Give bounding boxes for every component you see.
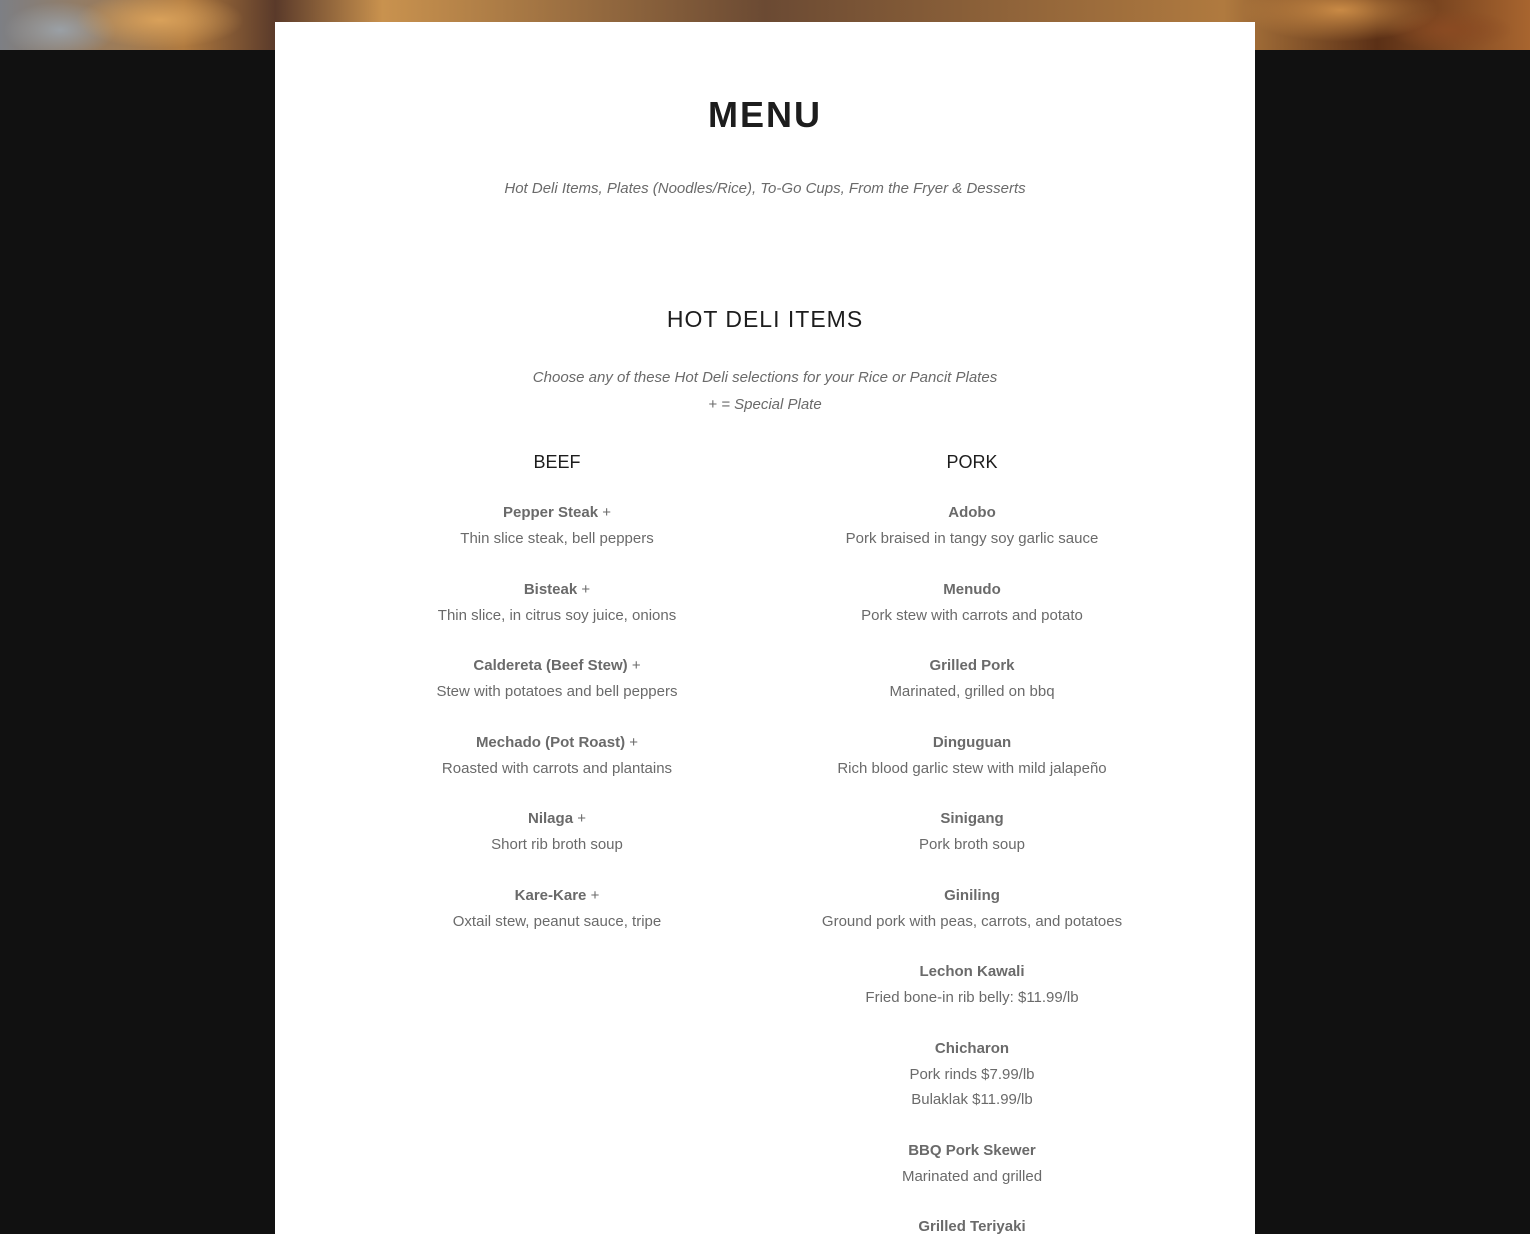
menu-item-description: Oxtail stew, peanut sauce, tripe — [452, 912, 662, 930]
menu-item — [772, 1214, 1172, 1234]
menu-item — [772, 883, 1172, 935]
menu-item-description: Fried bone-in rib belly: $11.99/lb — [865, 989, 1079, 1006]
section-title: HOT DELI ITEMS — [666, 306, 864, 332]
menu-item-name: Dinguguan — [932, 733, 1012, 751]
menu-item-description: Thin slice, in citrus soy juice, onions — [437, 606, 677, 624]
menu-item — [357, 806, 757, 858]
section-note — [275, 364, 1255, 418]
menu-item-name-line — [772, 577, 1172, 603]
menu-item — [357, 653, 757, 705]
menu-item-name: Kare-Kare — [514, 886, 587, 904]
menu-item — [357, 577, 757, 629]
menu-item-name-line — [772, 1036, 1172, 1062]
menu-item-name-line — [772, 653, 1172, 679]
menu-item-description: Stew with potatoes and bell peppers — [436, 683, 678, 700]
menu-item — [772, 959, 1172, 1011]
menu-item-description: Ground pork with peas, carrots, and potatoes — [821, 912, 1123, 930]
menu-item — [357, 500, 757, 552]
menu-item-name: BBQ Pork Skewer — [908, 1141, 1036, 1159]
menu-item-description: Roasted with carrots and plantains — [441, 759, 673, 777]
menu-item — [772, 1036, 1172, 1113]
menu-item-name: Menudo — [943, 580, 1001, 598]
menu-item-description: Bulaklak $11.99/lb — [911, 1091, 1033, 1108]
special-plate-legend: + = Special Plate — [708, 396, 822, 413]
menu-item-description: Pork stew with carrots and potato — [861, 606, 1083, 624]
pork-column — [772, 450, 1172, 1234]
menu-item-name-line — [357, 806, 757, 832]
menu-item — [772, 653, 1172, 705]
menu-item-description: Rich blood garlic stew with mild jalapeño — [837, 759, 1107, 777]
menu-item — [357, 883, 757, 935]
menu-item-description: Pork broth soup — [919, 836, 1025, 853]
special-plate-mark: + — [581, 580, 591, 598]
menu-item-name-line — [772, 1138, 1172, 1164]
menu-item-name-line — [357, 577, 757, 603]
menu-item-name: Lechon Kawali — [919, 963, 1025, 980]
pork-column-title: PORK — [946, 452, 998, 472]
special-plate-mark: + — [590, 886, 600, 904]
menu-item-name-line — [772, 883, 1172, 909]
page-subtitle: Hot Deli Items, Plates (Noodles/Rice), To-Go Cups, From the Fryer & Desserts — [504, 180, 1026, 197]
menu-item — [772, 730, 1172, 782]
menu-item-name-line — [772, 730, 1172, 756]
menu-item-name: Adobo — [948, 504, 996, 521]
menu-item-description: Pork braised in tangy soy garlic sauce — [845, 530, 1099, 547]
menu-item-name-line — [357, 730, 757, 756]
menu-item — [357, 730, 757, 782]
menu-item-description: Thin slice steak, bell peppers — [460, 530, 654, 547]
special-plate-mark: + — [629, 733, 639, 751]
menu-item-description: Pork rinds $7.99/lb — [909, 1065, 1035, 1083]
menu-item-description: Short rib broth soup — [491, 836, 623, 853]
menu-item-name: Sinigang — [940, 810, 1004, 827]
menu-item-name: Chicharon — [934, 1039, 1010, 1057]
menu-item-name: Pepper Steak — [503, 504, 599, 521]
beef-column-title: BEEF — [533, 452, 581, 472]
menu-item-name-line — [772, 500, 1172, 526]
menu-item — [772, 577, 1172, 629]
menu-item-name-line — [772, 806, 1172, 832]
menu-item-description: Marinated and grilled — [901, 1167, 1043, 1185]
beef-column — [357, 450, 757, 959]
menu-item-name: Mechado (Pot Roast) — [475, 733, 626, 751]
menu-item-name-line — [357, 883, 757, 909]
beef-item-list — [357, 500, 757, 934]
special-plate-mark: + — [631, 657, 641, 674]
menu-item-name: Grilled Pork — [929, 657, 1015, 674]
menu-item-name-line — [357, 653, 757, 679]
section-note-line: Choose any of these Hot Deli selections for your Rice or Pancit Plates — [532, 369, 998, 386]
menu-item-name-line — [357, 500, 757, 526]
pork-item-list — [772, 500, 1172, 1234]
menu-item-name: Grilled Teriyaki — [918, 1218, 1026, 1234]
menu-item — [772, 1138, 1172, 1190]
menu-card — [275, 22, 1255, 1234]
menu-item-name: Giniling — [944, 886, 1000, 904]
menu-item — [772, 806, 1172, 858]
menu-item-name-line — [772, 1214, 1172, 1234]
special-plate-mark: + — [602, 504, 611, 521]
page-title: MENU — [708, 94, 822, 135]
menu-item-name: Nilaga — [528, 810, 574, 827]
menu-item — [772, 500, 1172, 552]
menu-item-name: Caldereta (Beef Stew) — [473, 657, 628, 674]
menu-item-name-line — [772, 959, 1172, 985]
menu-item-description: Marinated, grilled on bbq — [889, 683, 1055, 700]
special-plate-mark: + — [577, 810, 586, 827]
menu-item-name: Bisteak — [523, 580, 578, 598]
